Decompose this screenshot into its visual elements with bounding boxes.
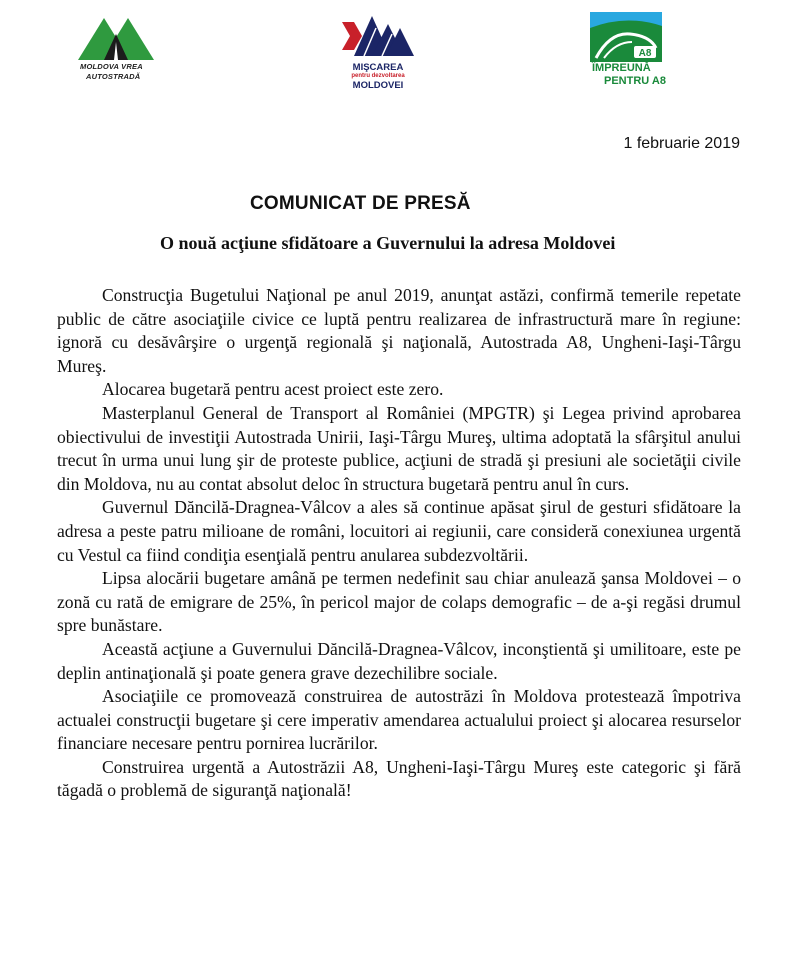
press-release-body: [57, 284, 741, 803]
mountains-arrow-icon: [338, 10, 418, 60]
paragraph-7: Asociaţiile ce promovează construirea de autostrăzi în Moldova protestează împotriva actualei construcţii bugetare şi cere imperativ amendarea actualului proiect şi alocarea resurselor financiare necesare pentru pornirea lucrărilor.: [57, 686, 741, 754]
paragraph-4: Guvernul Dăncilă-Dragnea-Vâlcov a ales să continue apăsat şirul de gesturi sfidătoare la adresa a peste patru milioane de români, locuitori ai regiunii, care consideră conexiunea urgentă cu Vestul ca fiind condiţia esenţială pentru anularea subdezvoltării.: [57, 497, 741, 565]
page-title: COMUNICAT DE PRESĂ: [250, 193, 471, 214]
page-subtitle: O nouă acţiune sfidătoare a Guvernului la adresa Moldovei: [160, 233, 616, 253]
road-mountain-icon: [74, 14, 158, 62]
logo-text-line2: pentru dezvoltarea: [351, 73, 405, 79]
paragraph-3: Masterplanul General de Transport al României (MPGTR) şi Legea privind aprobarea obiectivului de investiţii Autostrada Unirii, Iaşi-Târgu Mureş, ultima adoptată la sfârşitul anului trecut în urma unui lung şir de proteste publice, acţiuni de stradă şi presiuni ale societăţii civile din Moldova, nu au contat absolut deloc în structura bugetară pentru anul în curs.: [57, 402, 741, 494]
logo-text-line1: MIŞCAREA: [352, 62, 404, 73]
logo-text-line1: MOLDOVA VREA: [80, 62, 143, 71]
header-logos: [0, 0, 791, 110]
paragraph-8: Construirea urgentă a Autostrăzii A8, Ungheni-Iaşi-Târgu Mureş este categoric şi fără tăgadă o problemă de siguranţă naţională!: [57, 756, 741, 801]
miscarea-moldovei-logo: [338, 10, 418, 92]
moldova-vrea-autostrada-logo: [74, 14, 158, 88]
logo-text-line1: ÎMPREUNĂ: [592, 62, 651, 74]
logo-text-line2: PENTRU A8: [604, 75, 666, 87]
impreuna-pentru-a8-logo: [590, 12, 666, 90]
paragraph-5: Lipsa alocării bugetare amână pe termen nedefinit sau chiar anulează şansa Moldovei – o zonă cu rată de emigrare de 25%, în pericol major de colaps demografic – de a-şi regăsi drumul spre bunăstare.: [57, 568, 741, 636]
logo-text-line2: AUTOSTRADĂ: [86, 72, 141, 81]
paragraph-1: Construcţia Bugetului Naţional pe anul 2019, anunţat astăzi, confirmă temerile repetate public de către asociaţiile civice ce luptă pentru realizarea de infrastructură mare în regiune: ignoră cu desăvârşire o urgenţă regională şi naţională, Autostrada A8, Ungheni-Iaşi-Târgu Mureş.: [57, 285, 741, 376]
a8-sign-label: A8: [638, 48, 652, 59]
highway-sign-icon: [590, 12, 662, 62]
paragraph-2: Alocarea bugetară pentru acest proiect este zero.: [102, 379, 444, 400]
logo-text-line3: MOLDOVEI: [352, 80, 404, 91]
paragraph-6: Această acţiune a Guvernului Dăncilă-Dragnea-Vâlcov, inconştientă şi umilitoare, este pe deplin antinaţională şi poate genera grave dezechilibre sociale.: [57, 638, 741, 683]
press-release-date: 1 februarie 2019: [623, 135, 740, 152]
